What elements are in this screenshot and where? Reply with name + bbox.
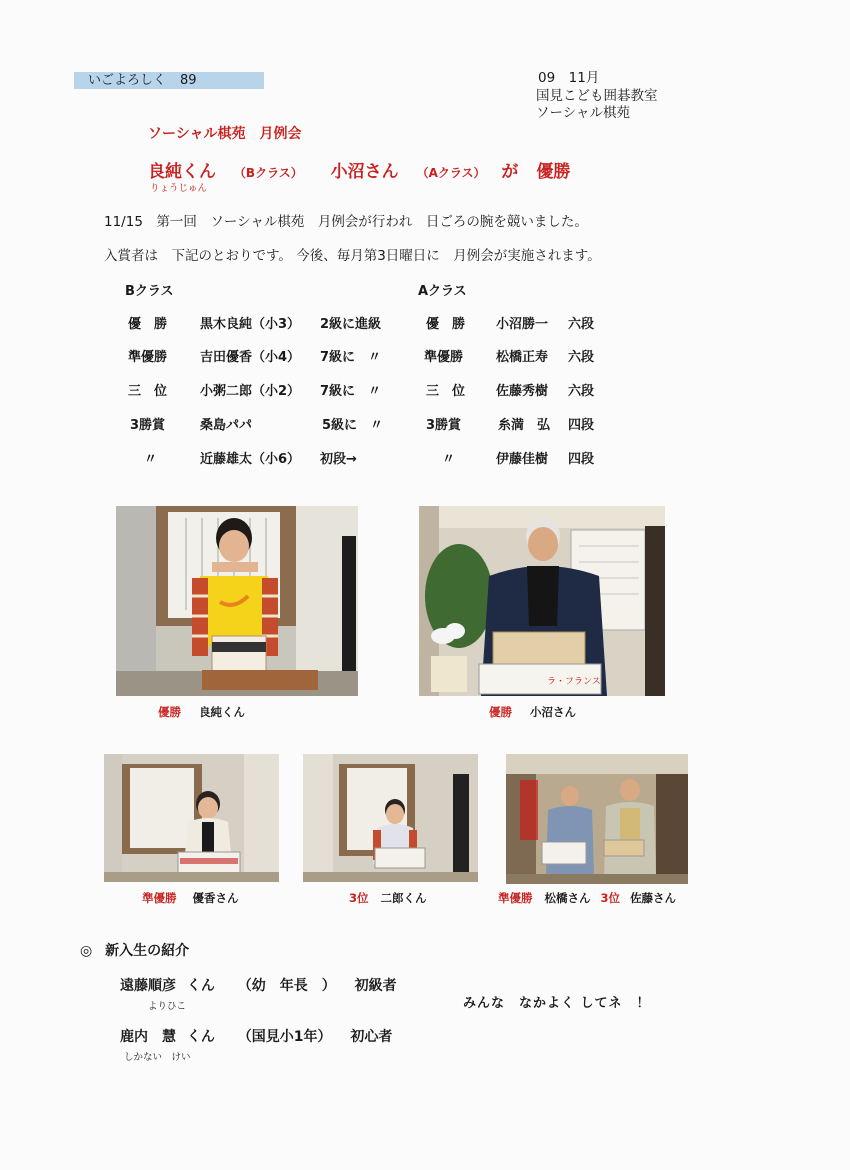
student-1-ruby: よりひこ (148, 1001, 187, 1012)
photo-winner-man (419, 506, 665, 696)
intro-heading (80, 940, 189, 960)
photo-third-place-boy (303, 754, 478, 882)
a-row-name: 松橋正寿 (496, 350, 549, 365)
photo4-caption-rank: 3位 (349, 891, 369, 905)
a-row-name: 伊藤佳樹 (496, 452, 549, 467)
b-row-rank: 〃 (144, 452, 158, 467)
a-class-header: Aクラス (418, 284, 467, 299)
student-1-level: 初級者 (354, 978, 397, 994)
photo2-caption (489, 704, 576, 720)
article-subtitle: ソーシャル棋苑 月例会 (148, 126, 302, 142)
winner-a-class: （Aクラス） (416, 166, 486, 180)
student-1-honorific: くん (186, 978, 215, 994)
b-class-header: Bクラス (125, 284, 174, 299)
photo-two-men (506, 754, 688, 884)
b-row-rank: 3勝賞 (130, 418, 166, 433)
article-paragraph-1: 11/15 第一回 ソーシャル棋苑 月例会が行われ 日ごろの腕を競いました。 (104, 214, 588, 230)
b-row-name: 吉田優香（小4） (200, 350, 301, 365)
winner-b-name: 良純くん (148, 162, 216, 182)
a-row-dan: 四段 (568, 452, 595, 467)
a-row-name: 佐藤秀樹 (496, 384, 549, 399)
issue-number: 89 (180, 73, 197, 88)
a-row-rank: 優 勝 (426, 317, 466, 332)
series-title: いごよろしく (88, 73, 167, 88)
club-name: ソーシャル棋苑 (536, 105, 630, 121)
welcome-message: みんな なかよく してネ ！ (463, 996, 651, 1011)
photo3-caption (142, 890, 239, 906)
a-row-rank: 3勝賞 (426, 418, 462, 433)
photo-winner-boy (116, 506, 358, 696)
article-headline (148, 157, 570, 182)
photo1-caption-name: 良純くん (199, 705, 246, 719)
student-2-name: 鹿内 慧 (120, 1029, 176, 1045)
photo1-caption-rank: 優勝 (158, 705, 181, 719)
org-name: 国見こども囲碁教室 (536, 88, 658, 104)
b-row-note: 7級に 〃 (320, 384, 382, 399)
b-row-note: 5級に 〃 (322, 418, 384, 433)
photo1-caption (158, 704, 245, 720)
photo5-caption-rank-2: 3位 (600, 891, 621, 905)
photo4-caption-name: 二郎くん (380, 891, 427, 905)
double-circle-icon: ◎ (80, 943, 93, 959)
student-2-line (120, 1026, 392, 1046)
photo2-box-label: ラ・フランス (547, 677, 601, 687)
student-1-grade: （幼 年長 ） (237, 978, 336, 994)
winner-a-name: 小沼さん (330, 162, 399, 182)
a-row-name: 糸満 弘 (498, 418, 551, 433)
b-row-name: 桑島パパ (200, 418, 253, 433)
a-row-rank: 三 位 (426, 384, 466, 399)
issue-date: 09 11月 (538, 70, 600, 86)
newsletter-series-tag (74, 72, 264, 89)
a-row-dan: 六段 (568, 350, 595, 365)
b-row-note: 7級に 〃 (320, 350, 382, 365)
photo4-caption (349, 890, 427, 906)
a-row-rank: 〃 (442, 452, 456, 467)
student-2-ruby: しかない けい (124, 1052, 191, 1063)
b-row-note: 初段→ (320, 452, 357, 467)
student-2-grade: （国見小1年） (237, 1029, 332, 1045)
b-row-name: 小粥二郎（小2） (200, 384, 301, 399)
student-1-line (120, 975, 397, 995)
headline-victory: 優勝 (536, 162, 571, 182)
a-row-dan: 六段 (568, 384, 595, 399)
photo5-caption (498, 890, 676, 906)
b-row-rank: 三 位 (128, 384, 168, 399)
intro-title: 新入生の紹介 (105, 943, 190, 959)
headline-ga: が (501, 162, 519, 182)
winner-b-class: （Bクラス） (233, 166, 303, 180)
photo5-caption-rank-1: 準優勝 (498, 891, 533, 905)
b-row-rank: 準優勝 (128, 350, 168, 365)
student-1-name: 遠藤順彦 (120, 978, 176, 994)
b-row-name: 近藤雄太（小6） (200, 452, 301, 467)
photo2-caption-name: 小沼さん (530, 705, 577, 719)
photo-runner-up-girl (104, 754, 279, 882)
winner-b-ruby: りょうじゅん (150, 183, 208, 194)
photo2-caption-rank: 優勝 (489, 705, 512, 719)
a-row-dan: 六段 (568, 317, 595, 332)
photo3-caption-name: 優香さん (192, 891, 239, 905)
b-row-note: 2級に進級 (320, 317, 382, 332)
b-row-rank: 優 勝 (128, 317, 168, 332)
photo5-caption-name-1: 松橋さん (544, 891, 591, 905)
student-2-level: 初心者 (350, 1029, 393, 1045)
photo5-caption-name-2: 佐藤さん (630, 891, 677, 905)
a-row-name: 小沼勝一 (496, 317, 549, 332)
photo3-caption-rank: 準優勝 (142, 891, 177, 905)
a-row-rank: 準優勝 (424, 350, 464, 365)
a-row-dan: 四段 (568, 418, 595, 433)
student-2-honorific: くん (186, 1029, 215, 1045)
article-paragraph-2: 入賞者は 下記のとおりです。 今後、毎月第3日曜日に 月例会が実施されます。 (104, 248, 601, 264)
b-row-name: 黒木良純（小3） (200, 317, 301, 332)
